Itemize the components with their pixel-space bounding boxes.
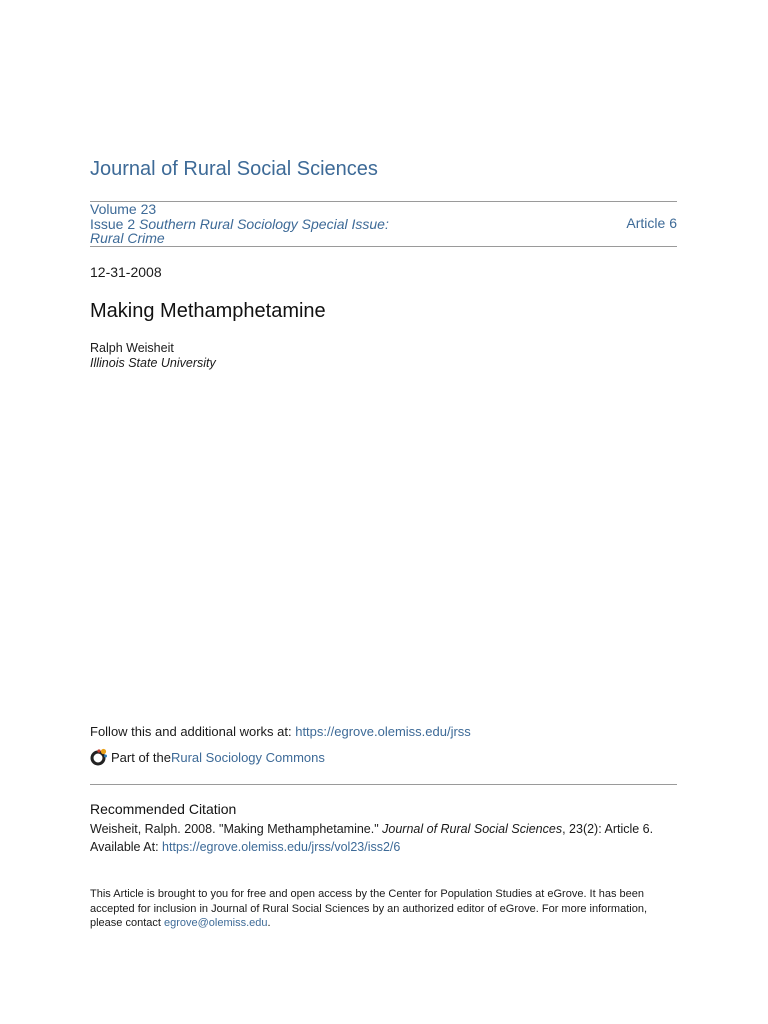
article-number-link[interactable]: Article 6: [626, 215, 677, 231]
footer-note: [90, 887, 680, 931]
available-label: Available At:: [90, 839, 163, 854]
author-affiliation: Illinois State University: [90, 356, 216, 370]
author-block: [90, 341, 216, 371]
citation-link[interactable]: https://egrove.olemiss.edu/jrss/vol23/iss2/6: [162, 839, 401, 854]
article-title: Making Methamphetamine: [90, 300, 326, 322]
bepress-network-icon: [90, 748, 108, 766]
citation-journal: Journal of Rural Social Sciences: [382, 822, 563, 836]
follow-line: [90, 724, 471, 739]
citation-before: Weisheit, Ralph. 2008. "Making Methamphetamine.": [90, 822, 383, 836]
issue-name-line1: Southern Rural Sociology Special Issue:: [139, 215, 389, 232]
commons-link[interactable]: Rural Sociology Commons: [170, 749, 325, 765]
issue-label: Issue 2: [90, 215, 136, 232]
footer-end: .: [267, 917, 271, 929]
follow-text: Follow this and additional works at:: [90, 724, 296, 739]
issue-link[interactable]: [90, 217, 389, 232]
citation-text: [90, 821, 690, 856]
footer-text: This Article is brought to you for free and open access by the Center for Population Studies at eGrove. It has been accepted for inclusion in Journal of Rural Social Sciences by an authorized editor of eGrove. For more information, please contact: [90, 888, 648, 929]
bottom-divider: [90, 246, 677, 247]
publication-date: 12-31-2008: [90, 264, 162, 280]
recommended-citation-heading: Recommended Citation: [90, 801, 237, 817]
volume-link[interactable]: Volume 23: [90, 201, 157, 217]
issue-info: [90, 202, 389, 246]
author-name: Ralph Weisheit: [90, 341, 174, 355]
part-of-prefix: Part of the: [111, 749, 171, 765]
citation-divider: [90, 784, 677, 785]
part-of-line: [90, 748, 325, 766]
follow-link[interactable]: https://egrove.olemiss.edu/jrss: [295, 724, 471, 739]
issue-name-line2[interactable]: Rural Crime: [90, 230, 165, 246]
citation-after: , 23(2): Article 6.: [562, 822, 654, 836]
journal-title[interactable]: Journal of Rural Social Sciences: [90, 158, 378, 180]
contact-email-link[interactable]: egrove@olemiss.edu: [164, 917, 268, 929]
